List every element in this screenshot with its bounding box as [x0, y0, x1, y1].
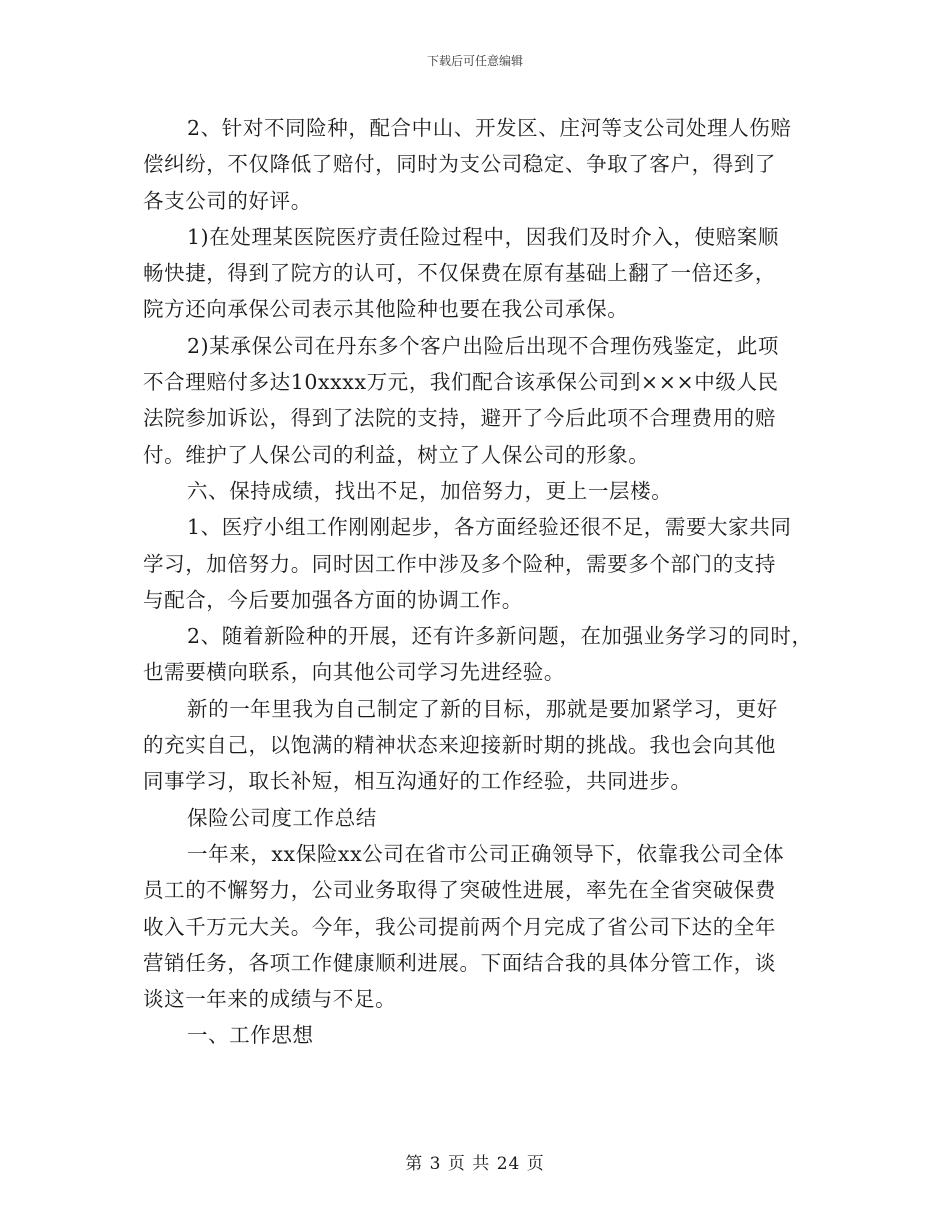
text-line: 2、随着新险种的开展，还有许多新问题，在加强业务学习的同时， — [187, 624, 813, 649]
text-line: 谈这一年来的成绩与不足。 — [143, 987, 397, 1012]
text-line: 营销任务，各项工作健康顺利进展。下面结合我的具体分管工作，谈 — [143, 950, 776, 975]
text-line: 畅快捷，得到了院方的认可，不仅保费在原有基础上翻了一倍还多， — [143, 261, 776, 286]
text-line: 保险公司度工作总结 — [187, 805, 377, 830]
text-line: 2)某承保公司在丹东多个客户出险后出现不合理伤残鉴定，此项 — [187, 333, 779, 358]
text-line: 新的一年里我为自己制定了新的目标，那就是要加紧学习，更好 — [187, 696, 778, 721]
text-line: 与配合，今后要加强各方面的协调工作。 — [143, 587, 523, 612]
text-line: 偿纠纷，不仅降低了赔付，同时为支公司稳定、争取了客户，得到了 — [143, 152, 776, 177]
text-line: 员工的不懈努力，公司业务取得了突破性进展，率先在全省突破保费 — [143, 878, 776, 903]
text-line: 收入千万元大关。今年，我公司提前两个月完成了省公司下达的全年 — [143, 914, 776, 939]
text-line: 2、针对不同险种，配合中山、开发区、庄河等支公司处理人伤赔 — [187, 116, 792, 140]
text-line: 六、保持成绩，找出不足，加倍努力，更上一层楼。 — [187, 478, 673, 503]
text-line: 各支公司的好评。 — [143, 188, 312, 213]
text-line: 同事学习，取长补短，相互沟通好的工作经验，共同进步。 — [143, 769, 692, 794]
text-line: 院方还向承保公司表示其他险种也要在我公司承保。 — [143, 297, 629, 322]
text-line: 的充实自己，以饱满的精神状态来迎接新时期的挑战。我也会向其他 — [143, 733, 776, 758]
text-line: 也需要横向联系，向其他公司学习先进经验。 — [143, 660, 565, 685]
text-line: 一年来，xx保险xx公司在省市公司正确领导下，依靠我公司全体 — [187, 841, 785, 866]
page-header: 下载后可任意编辑 — [426, 54, 523, 68]
text-line: 法院参加诉讼，得到了法院的支持，避开了今后此项不合理费用的赔 — [143, 406, 776, 431]
text-line: 1、医疗小组工作刚刚起步，各方面经验还很不足，需要大家共同 — [187, 515, 792, 540]
text-line: 1)在处理某医院医疗责任险过程中，因我们及时介入，使赔案顺 — [187, 224, 779, 249]
text-line: 一、工作思想 — [187, 1023, 314, 1048]
text-line: 学习，加倍努力。同时因工作中涉及多个险种，需要多个部门的支持 — [143, 551, 776, 576]
page-footer: 第 3 页 共 24 页 — [405, 1154, 545, 1174]
text-line: 付。维护了人保公司的利益，树立了人保公司的形象。 — [143, 442, 650, 467]
document-body — [143, 110, 823, 1054]
text-line: 不合理赔付多达10xxxx万元，我们配合该承保公司到×××中级人民 — [143, 370, 779, 395]
